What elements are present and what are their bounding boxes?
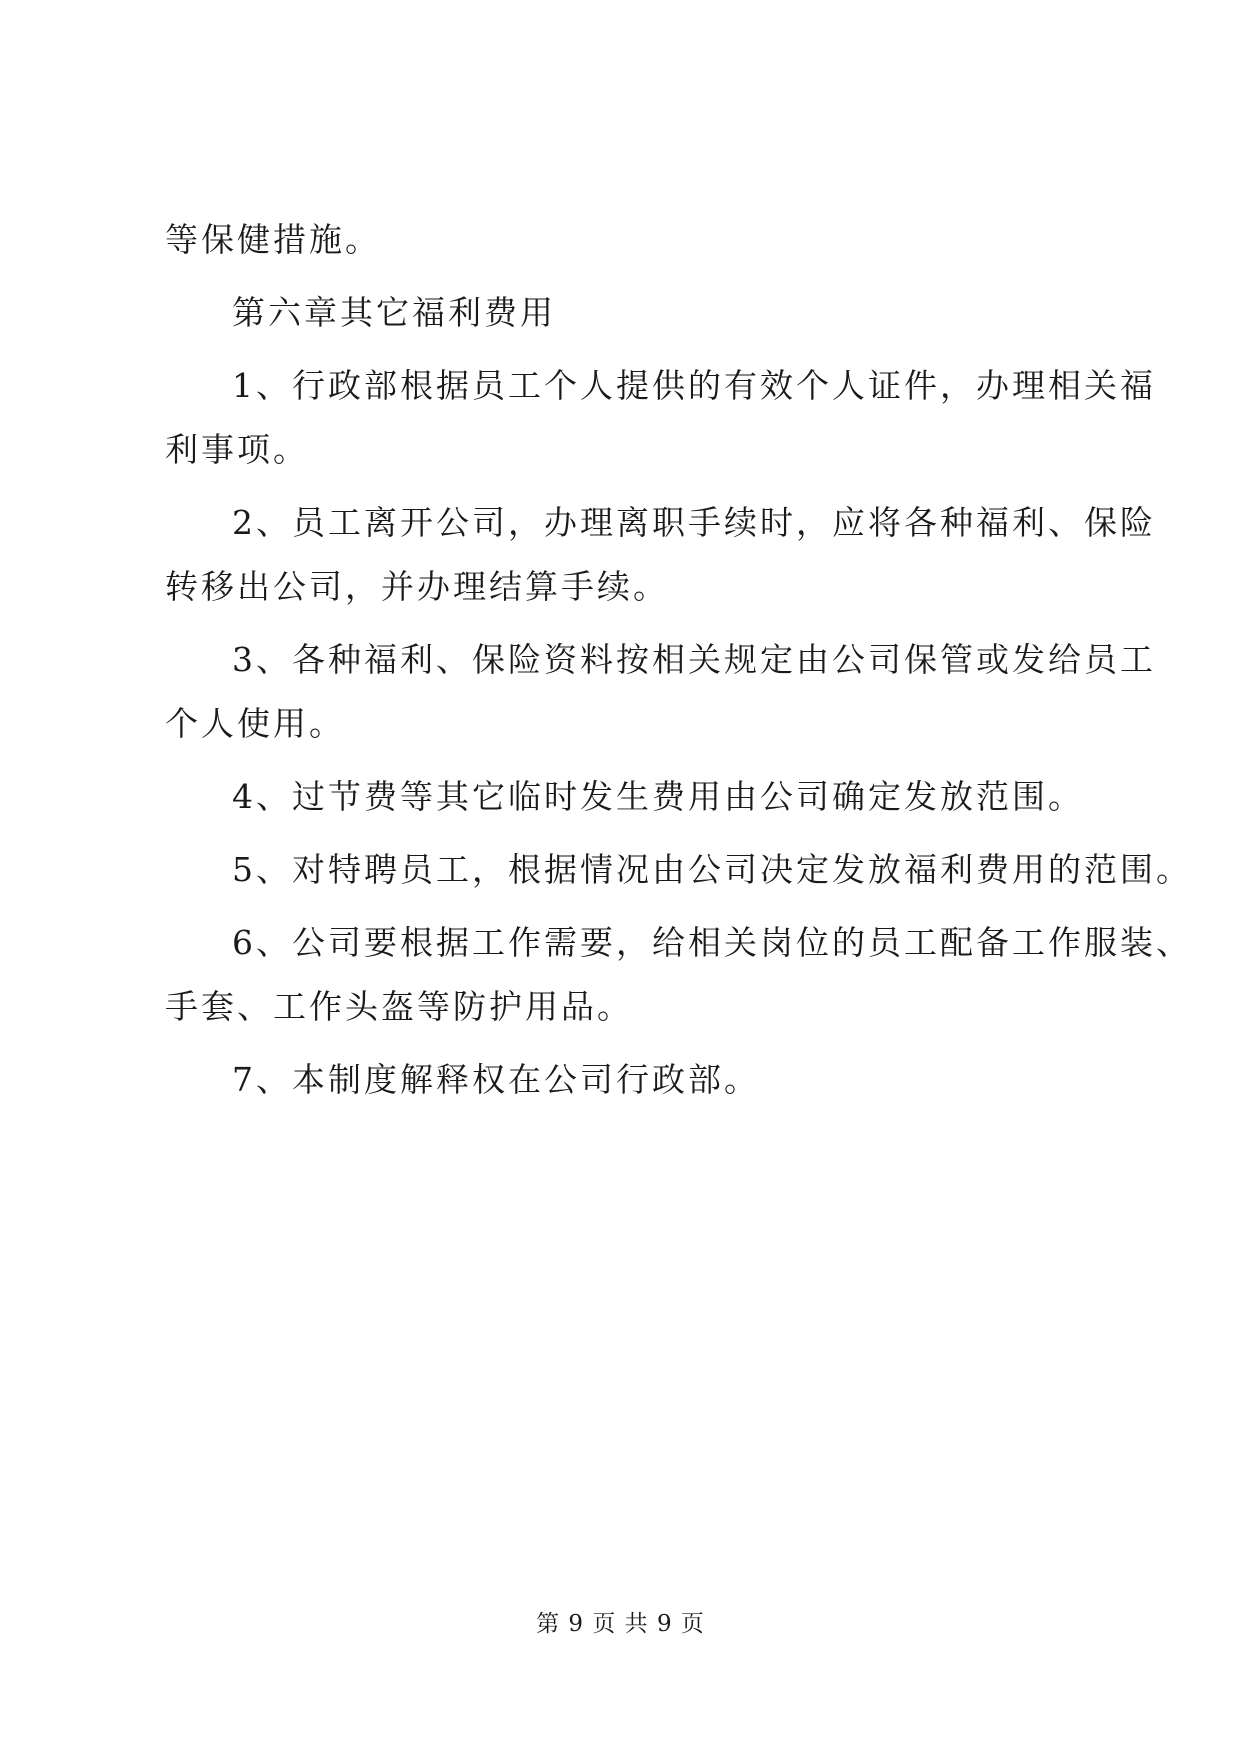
- list-item-4: 4、过节费等其它临时发生费用由公司确定发放范围。: [232, 777, 1084, 816]
- page-number-label: 第 9 页 共 9 页: [536, 1611, 705, 1637]
- list-item-6: 6、公司要根据工作需要，给相关岗位的员工配备工作服装、: [232, 923, 1192, 962]
- document-body: [165, 208, 1192, 1121]
- list-item-2: 2、员工离开公司，办理离职手续时，应将各种福利、保险: [232, 503, 1156, 542]
- list-item-1: 1、行政部根据员工个人提供的有效个人证件，办理相关福: [232, 366, 1156, 405]
- page-footer: [0, 1605, 1241, 1638]
- list-item-6-continued: 手套、工作头盔等防护用品。: [165, 987, 633, 1026]
- paragraph-line: 等保健措施。: [165, 220, 381, 259]
- list-item-3-continued: 个人使用。: [165, 704, 345, 743]
- list-item-5: 5、对特聘员工，根据情况由公司决定发放福利费用的范围。: [232, 850, 1192, 889]
- list-item-3: 3、各种福利、保险资料按相关规定由公司保管或发给员工: [232, 640, 1156, 679]
- list-item-7: 7、本制度解释权在公司行政部。: [232, 1060, 760, 1099]
- chapter-heading: 第六章其它福利费用: [232, 293, 556, 332]
- list-item-2-continued: 转移出公司，并办理结算手续。: [165, 567, 669, 606]
- list-item-1-continued: 利事项。: [165, 430, 309, 469]
